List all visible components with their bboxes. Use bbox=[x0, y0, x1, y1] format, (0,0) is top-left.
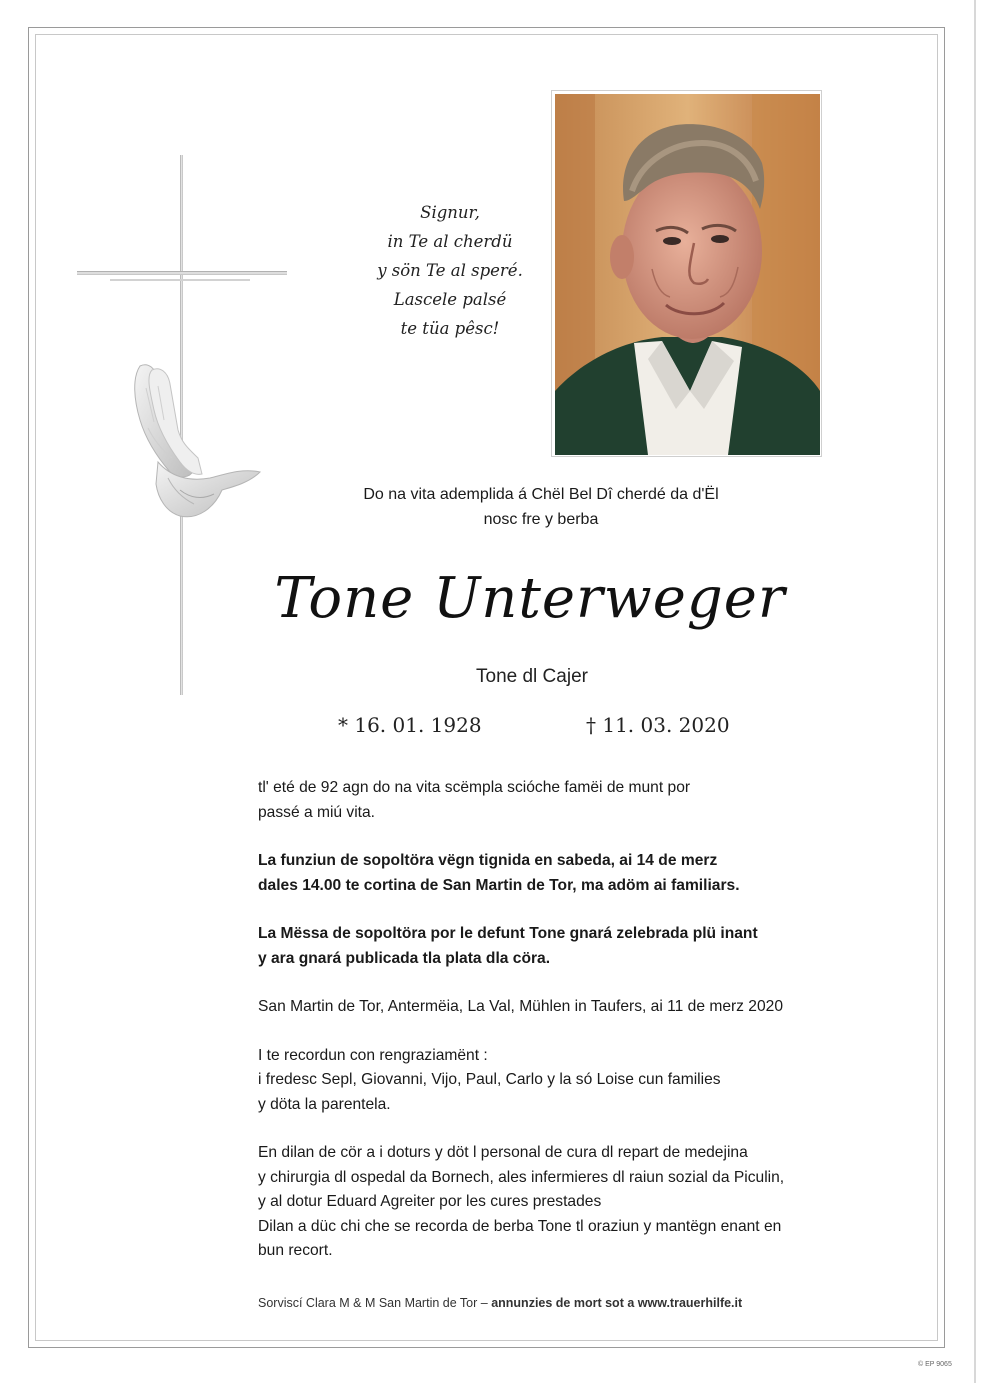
cross-horizontal-beam bbox=[77, 271, 287, 275]
announcement-intro bbox=[291, 482, 791, 532]
text-line: y döta la parentela. bbox=[258, 1095, 391, 1113]
verse-line: te tüa pêsc! bbox=[400, 319, 500, 338]
footer bbox=[258, 1296, 878, 1310]
paragraph-funeral bbox=[258, 849, 918, 898]
prayer-verse bbox=[350, 198, 550, 343]
praying-hands-icon bbox=[118, 358, 268, 538]
text-line: Dilan a düc chi che se recorda de berba Tone tl oraziun y mantëgn enant en bbox=[258, 1217, 782, 1235]
birth-date: * 16. 01. 1928 bbox=[338, 713, 482, 737]
footer-website: annunzies de mort sot a www.trauerhilfe.it bbox=[491, 1296, 743, 1310]
text-line: La funziun de sopoltöra vëgn tignida en sabeda, ai 14 de merz bbox=[258, 852, 718, 869]
text-line: y chirurgia dl ospedal da Bornech, ales infermieres dl raiun sozial da Piculin, bbox=[258, 1168, 785, 1186]
text-line: bun recort. bbox=[258, 1242, 333, 1259]
verse-line: in Te al cherdü bbox=[387, 232, 513, 251]
verse-line: y sön Te al speré. bbox=[377, 261, 523, 280]
paragraph-mass bbox=[258, 922, 918, 971]
text-line: tl' eté de 92 agn do na vita scëmpla scióche famëi de munt por bbox=[258, 779, 691, 796]
text-line: San Martin de Tor, Antermëia, La Val, Mühlen in Taufers, ai 11 de merz 2020 bbox=[258, 998, 783, 1015]
text-line: En dilan de cör a i doturs y döt l personal de cura dl repart de medejina bbox=[258, 1144, 748, 1161]
text-line: passé a miú vita. bbox=[258, 803, 376, 821]
text-line: i fredesc Sepl, Giovanni, Vijo, Paul, Carlo y la só Loise cun families bbox=[258, 1071, 721, 1088]
paragraph-place-date bbox=[258, 995, 918, 1020]
text-line: dales 14.00 te cortina de San Martin de Tor, ma adöm ai familiars. bbox=[258, 876, 740, 894]
text-line: I te recordun con rengraziamënt : bbox=[258, 1046, 488, 1064]
paragraph bbox=[258, 776, 918, 825]
paragraph-mourners bbox=[258, 1044, 918, 1118]
verse-line: Signur, bbox=[420, 203, 480, 222]
obituary-text bbox=[258, 776, 918, 1288]
text-line: y al dotur Eduard Agreiter por les cures prestades bbox=[258, 1193, 602, 1210]
deceased-name: Tone Unterweger bbox=[274, 566, 786, 631]
paragraph-thanks bbox=[258, 1141, 918, 1264]
intro-line: Do na vita ademplida á Chël Bel Dî cherdé da d'Ël bbox=[363, 486, 719, 503]
text-line: y ara gnará publicada tla plata dla cöra. bbox=[258, 949, 551, 967]
deceased-nickname: Tone dl Cajer bbox=[476, 666, 588, 687]
portrait-photo bbox=[551, 90, 822, 457]
print-code: © EP 9065 bbox=[918, 1361, 952, 1368]
death-date: † 11. 03. 2020 bbox=[586, 713, 730, 737]
cross-shadow-line bbox=[110, 279, 250, 281]
footer-service: Sorviscí Clara M & M San Martin de Tor – bbox=[258, 1296, 488, 1310]
text-line: La Mëssa de sopoltöra por le defunt Tone gnará zelebrada plü inant bbox=[258, 925, 758, 942]
intro-line: nosc fre y berba bbox=[483, 511, 599, 528]
verse-line: Lascele palsé bbox=[393, 290, 507, 309]
